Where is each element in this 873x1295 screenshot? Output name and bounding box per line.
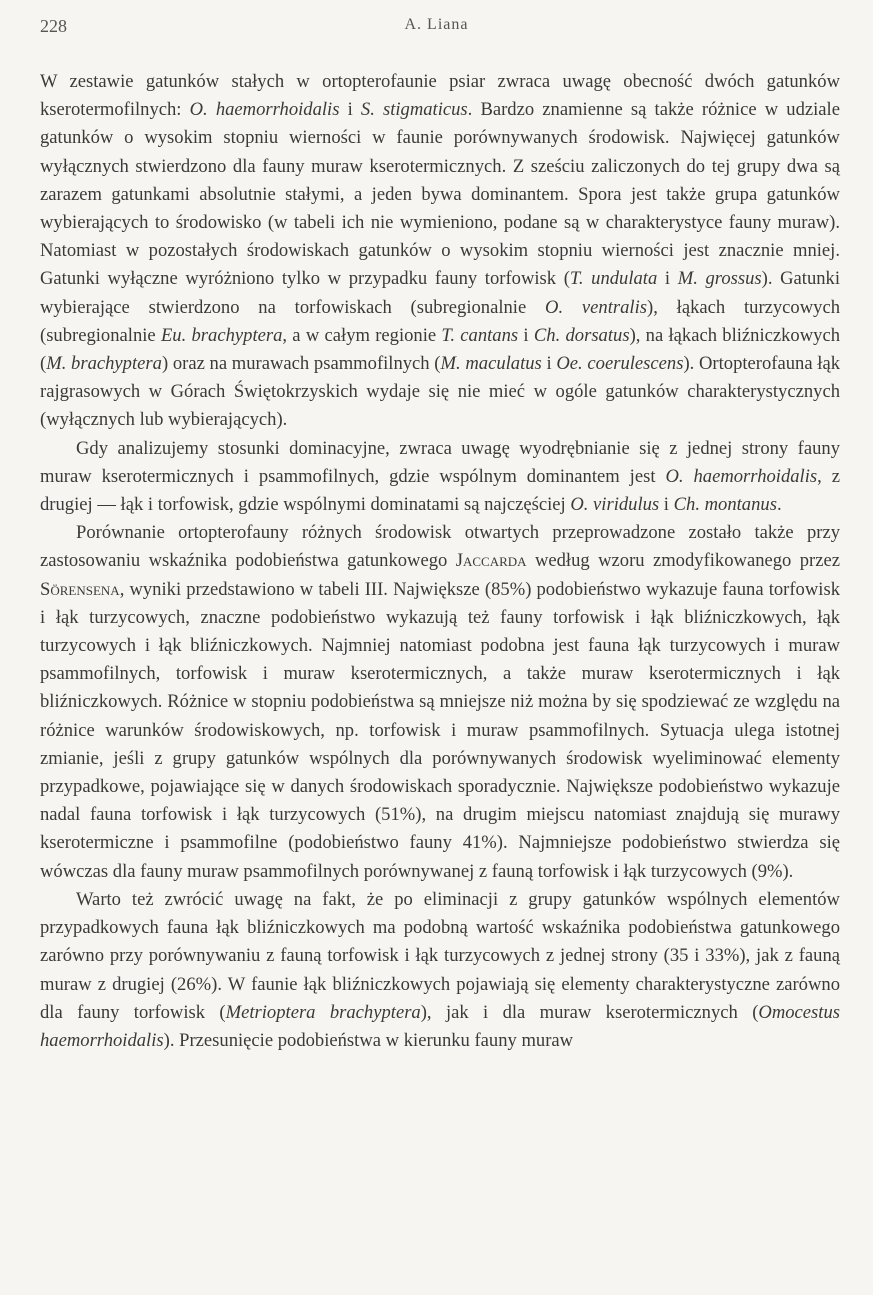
text-run: ) oraz na murawach psammofilnych ( (161, 353, 441, 375)
species-name: T. undulata (569, 268, 658, 290)
text-run: , wyniki przedstawiono w tabeli III. Największe (85%) podobieństwo wykazuje fauna torfowisk i łąk turzycowych, znaczne podobieństwo wykazują też fauny torfowisk i łąk bliźniczkowych, łąk turzycowych i łąk bliźniczkowych. Najmniej natomiast podobna jest fauna łąk turzycowych i muraw psammofilnych, torfowisk i muraw kserotermicznych, a także muraw kserotermicznych i łąk bliźniczkowych. Różnice w stopniu podobieństwa są mniejsze niż można by się spodziewać ze względu na różnice warunków środowiskowych, np. torfowisk i muraw psammofilnych. Sytuacja ulega istotnej zmianie, jeśli z grupy gatunków wspólnych dla porównywanych środowisk wyeliminować elementy przypadkowe, pojawiające się w danych środowiskach sporadycznie. Największe podobieństwo wykazuje nadal fauna torfowisk i łąk turzycowych (51%), na drugim miejscu natomiast znajdują się murawy kserotermiczne i psammofilne (podobieństwo fauny 41%). Najmniejsze podobieństwo stwierdza się wówczas dla fauny muraw psammofilnych porównywanej z fauną torfowisk i łąk turzycowych (9%). (40, 578, 840, 882)
text-run: i (541, 353, 557, 375)
text-run: Porównanie ortopterofauny różnych środowisk otwartych przeprowadzone zostało także przy zastosowaniu wskaźnika podobieństwa gatunkowego (40, 522, 840, 572)
author-name: Jaccarda (455, 550, 527, 572)
body-text (40, 68, 840, 1055)
species-name: O. viridulus (570, 494, 660, 516)
text-run: ). Przesunięcie podobieństwa w kierunku fauny muraw (163, 1029, 574, 1051)
text-run: ), łąkach turzycowych (subregionalnie (40, 296, 841, 346)
text-run: ), na łąkach bliźniczkowych ( (40, 324, 840, 375)
page-number: 228 (40, 16, 67, 36)
species-name: Ch. montanus (673, 494, 777, 516)
text-run: według wzoru zmodyfikowanego przez (526, 550, 840, 572)
species-name: T. cantans (441, 324, 519, 346)
paragraph-2 (40, 435, 840, 520)
text-run: . Bardzo znamienne są także różnice w udziale gatunków o wysokim stopniu wierności w faunie porównywanych środowisk. Najwięcej gatunków wyłącznych stwierdzono dla fauny muraw kserotermicznych. Z sześciu zaliczonych do tej grupy dwa są zarazem gatunkami absolutnie stałymi, a jeden bywa dominantem. Spora jest także grupa gatunków wybierających to środowisko (w tabeli ich nie wymieniono, podane są w charakterystyce fauny muraw). Natomiast w pozostałych środowiskach gatunków o wysokim stopniu wierności jest znacznie mniej. Gatunki wyłączne wyróżniono tylko w przypadku fauny torfowisk ( (40, 99, 840, 290)
species-name: Eu. brachyptera (160, 324, 283, 346)
text-run: i (339, 99, 361, 121)
paragraph-4 (40, 886, 840, 1055)
species-name: Oe. coerulescens (556, 353, 684, 375)
species-name: Ch. dorsatus (533, 324, 630, 346)
text-run: i (659, 494, 674, 516)
text-run: , z drugiej — łąk i torfowisk, gdzie wspólnymi dominatami są najczęściej (40, 465, 840, 516)
text-run: i (657, 268, 678, 290)
species-name: O. haemorrhoidalis (665, 465, 818, 487)
species-name: M. maculatus (440, 353, 542, 375)
species-name: S. stigmaticus (360, 99, 468, 121)
text-run: W zestawie gatunków stałych w ortopterofaunie psiar zwraca uwagę obecność dwóch gatunków kserotermofilnych: (40, 71, 840, 121)
text-run: Warto też zwrócić uwagę na fakt, że po eliminacji z grupy gatunków wspólnych elementów przypadkowych fauna łąk bliźniczkowych ma podobną wartość wskaźnika podobieństwa gatunkowego zarówno przy porównywaniu z fauną torfowisk i łąk turzycowych z jednej strony (35 i 33%), jak z fauną muraw z drugiej (26%). W faunie łąk bliźniczkowych pojawiają się elementy charakterystyczne zarówno dla fauny torfowisk ( (40, 888, 840, 1023)
text-run: i (518, 324, 534, 346)
paragraph-1 (40, 68, 840, 435)
text-run: . (776, 494, 782, 516)
species-name: O. ventralis (545, 296, 647, 318)
text-run: ). Gatunki wybierające stwierdzono na torfowiskach (subregionalnie (40, 268, 840, 318)
species-name: O. haemorrhoidalis (189, 99, 340, 121)
running-header (40, 16, 833, 42)
species-name: Metrioptera brachyptera (225, 1001, 421, 1023)
species-name: M. grossus (677, 268, 762, 290)
author-name: Sörensena (40, 578, 120, 600)
species-name: Omocestus haemorrhoidalis (40, 1001, 840, 1051)
running-head-author: A. Liana (404, 16, 469, 33)
text-run: ). Ortopterofauna łąk rajgrasowych w Górach Świętokrzyskich wydaje się nie mieć w ogóle gatunków charakterystycznych (wyłącznych lub wybierających). (40, 353, 840, 431)
paragraph-3 (40, 519, 840, 886)
text-run: Gdy analizujemy stosunki dominacyjne, zwraca uwagę wyodrębnianie się z jednej strony fauny muraw kserotermicznych i psammofilnych, gdzie wspólnym dominantem jest (40, 437, 840, 487)
text-run: , a w całym regionie (282, 324, 442, 346)
species-name: M. brachyptera (46, 353, 162, 375)
text-run: ), jak i dla muraw kserotermicznych ( (420, 1001, 759, 1023)
